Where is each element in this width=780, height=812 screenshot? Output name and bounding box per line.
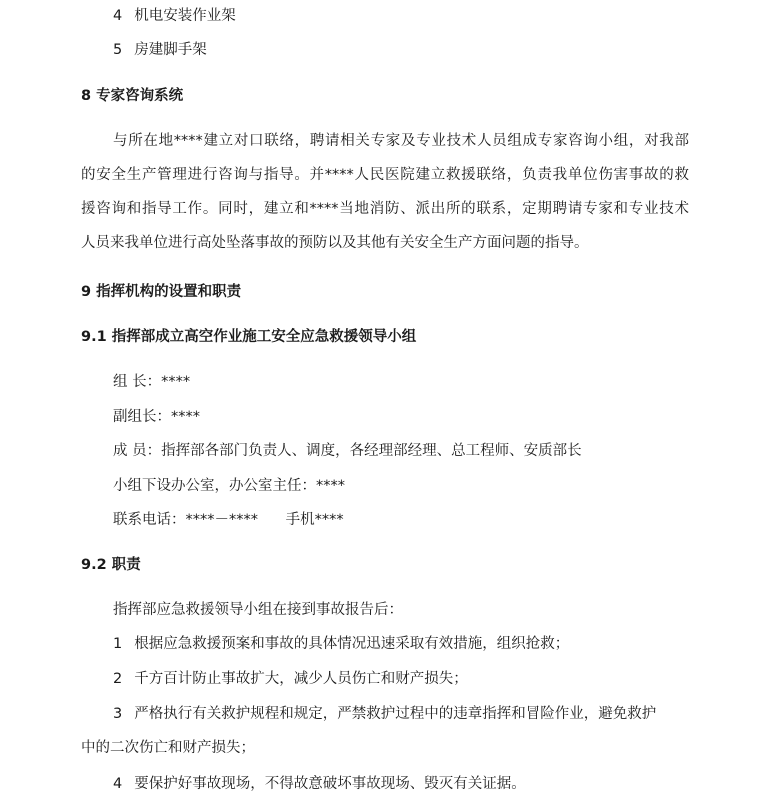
members-line: 成 员：指挥部各部门负责人、调度，各经理部经理、总工程师、安质部长 bbox=[113, 443, 582, 459]
list-item-text: 严格执行有关救护规程和规定，严禁救护过程中的违章指挥和冒险作业，避免救护 bbox=[134, 706, 657, 722]
list-item-number: 5 bbox=[113, 42, 123, 58]
list-item bbox=[113, 669, 468, 689]
list-item-number: 4 bbox=[113, 776, 123, 792]
list-item bbox=[113, 634, 569, 654]
list-item-text: 房建脚手架 bbox=[134, 42, 207, 58]
list-item-continuation: 中的二次伤亡和财产损失； bbox=[81, 740, 255, 756]
list-item bbox=[113, 704, 656, 724]
leader-line: 组 长：**** bbox=[113, 374, 191, 390]
list-item-text: 要保护好事故现场，不得故意破坏事故现场、毁灭有关证据。 bbox=[134, 776, 526, 792]
duty-intro: 指挥部应急救援领导小组在接到事故报告后： bbox=[113, 602, 403, 618]
list-item bbox=[113, 40, 207, 60]
paragraph-line: 援咨询和指导工作。同时，建立和****当地消防、派出所的联系，定期聘请专家和专业技术 bbox=[81, 201, 689, 217]
paragraph-line: 与所在地****建立对口联络，聘请相关专家及专业技术人员组成专家咨询小组，对我部 bbox=[113, 133, 689, 149]
paragraph-line: 人员来我单位进行高处坠落事故的预防以及其他有关安全生产方面问题的指导。 bbox=[81, 235, 589, 251]
section-9-heading: 9 指挥机构的设置和职责 bbox=[81, 284, 242, 300]
list-item-text: 根据应急救援预案和事故的具体情况迅速采取有效措施，组织抢救； bbox=[134, 636, 570, 652]
list-item bbox=[113, 774, 526, 794]
deputy-leader-line: 副组长：**** bbox=[113, 409, 200, 425]
list-item-number: 4 bbox=[113, 8, 123, 24]
list-item-text: 机电安装作业架 bbox=[134, 8, 236, 24]
list-item bbox=[113, 6, 236, 26]
contact-line: 联系电话：****－**** 手机**** bbox=[113, 512, 344, 528]
section-9-2-heading: 9.2 职责 bbox=[81, 557, 141, 573]
list-item-number: 3 bbox=[113, 706, 123, 722]
section-9-1-heading: 9.1 指挥部成立高空作业施工安全应急救援领导小组 bbox=[81, 329, 417, 345]
office-line: 小组下设办公室，办公室主任：**** bbox=[113, 478, 345, 494]
list-item-number: 2 bbox=[113, 671, 123, 687]
list-item-text: 千方百计防止事故扩大，减少人员伤亡和财产损失； bbox=[134, 671, 468, 687]
list-item-number: 1 bbox=[113, 636, 123, 652]
paragraph-line: 的安全生产管理进行咨询与指导。并****人民医院建立救援联络，负责我单位伤害事故的救 bbox=[81, 167, 689, 183]
section-8-heading: 8 专家咨询系统 bbox=[81, 88, 184, 104]
